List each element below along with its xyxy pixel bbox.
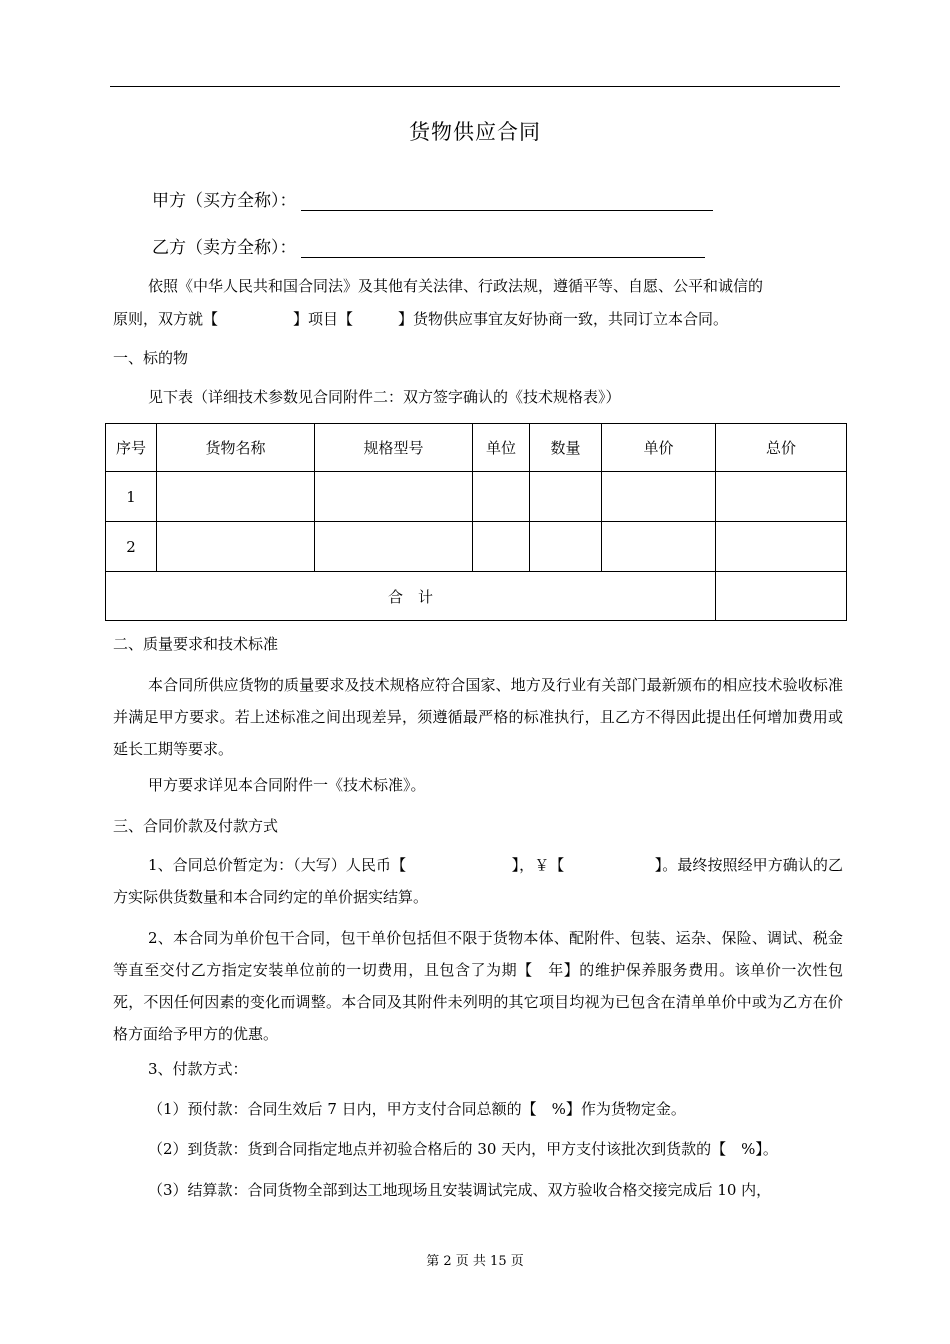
table-cell[interactable] (315, 472, 473, 522)
table-header-row (106, 424, 847, 472)
party-a-line (152, 186, 713, 211)
table-cell[interactable] (716, 472, 847, 522)
goods-table (105, 423, 847, 621)
party-b-label: 乙方（卖方全称）： (152, 238, 297, 258)
party-b-line (152, 233, 705, 258)
table-cell[interactable] (315, 522, 473, 572)
section-2-para-2: 甲方要求详见本合同附件一《技术标准》。 (148, 776, 426, 794)
section-1-heading: 一、标的物 (113, 349, 189, 367)
table-cell[interactable] (530, 522, 602, 572)
table-total-label: 合 计 (106, 572, 716, 621)
table-cell-index: 1 (106, 472, 157, 522)
party-b-blank[interactable] (301, 237, 705, 258)
table-cell[interactable] (716, 522, 847, 572)
section-1-note: 见下表（详细技术参数见合同附件二：双方签字确认的《技术规格表》） (148, 388, 621, 406)
table-cell[interactable] (602, 472, 716, 522)
section-3-item-2: 2、本合同为单价包干合同，包干单价包括但不限于货物本体、配附件、包装、运杂、保险、调试、税金等直至交付乙方指定安装单位前的一切费用，且包含了为期【 年】的维护保养服务费用。该单价一次性包死，不因任何因素的变化而调整。本合同及其附件未列明的其它项目均视为已包含在清单单价中或为乙方在价格方面给予甲方的优惠。 (113, 929, 843, 1043)
section-3-item-3: 3、付款方式： (148, 1060, 248, 1078)
payment-1: （1）预付款：合同生效后 7 日内，甲方支付合同总额的【 %】作为货物定金。 (148, 1100, 686, 1118)
table-header-cell: 序号 (106, 424, 157, 472)
payment-3: （3）结算款：合同货物全部到达工地现场且安装调试完成、双方验收合格交接完成后 10 内， (148, 1181, 772, 1199)
table-header-cell: 货物名称 (157, 424, 315, 472)
table-cell[interactable] (473, 472, 530, 522)
table-header-cell: 单价 (602, 424, 716, 472)
table-cell[interactable] (602, 522, 716, 572)
table-header-cell: 数量 (530, 424, 602, 472)
section-3-heading: 三、合同价款及付款方式 (113, 817, 279, 835)
party-a-blank[interactable] (301, 190, 713, 211)
contract-title: 货物供应合同 (409, 120, 541, 144)
section-2-heading: 二、质量要求和技术标准 (113, 635, 279, 653)
page-footer: 第 2 页 共 15 页 (426, 1254, 524, 1269)
payment-2: （2）到货款：货到合同指定地点并初验合格后的 30 天内，甲方支付该批次到货款的【 %】。 (148, 1140, 778, 1158)
header-rule (110, 86, 840, 87)
table-cell[interactable] (157, 522, 315, 572)
table-header-cell: 总价 (716, 424, 847, 472)
party-a-label: 甲方（买方全称）： (152, 191, 297, 211)
table-row (106, 522, 847, 572)
table-cell-index: 2 (106, 522, 157, 572)
section-2-para-1: 本合同所供应货物的质量要求及技术规格应符合国家、地方及行业有关部门最新颁布的相应技术验收标准并满足甲方要求。若上述标准之间出现差异，须遵循最严格的标准执行，且乙方不得因此提出任何增加费用或延长工期等要求。 (113, 676, 843, 758)
table-header-cell: 规格型号 (315, 424, 473, 472)
table-total-value[interactable] (716, 572, 847, 621)
section-3-item-1: 1、合同总价暂定为：（大写）人民币【 】，￥【 】。最终按照经甲方确认的乙方实际供货数量和本合同约定的单价据实结算。 (113, 856, 843, 906)
table-cell[interactable] (157, 472, 315, 522)
table-cell[interactable] (473, 522, 530, 572)
table-header-cell: 单位 (473, 424, 530, 472)
table-row (106, 472, 847, 522)
table-total-row (106, 572, 847, 621)
intro-line-2: 原则，双方就【 】项目【 】货物供应事宜友好协商一致，共同订立本合同。 (113, 310, 729, 328)
intro-line-1: 依照《中华人民共和国合同法》及其他有关法律、行政法规，遵循平等、自愿、公平和诚信的 (148, 277, 764, 295)
table-cell[interactable] (530, 472, 602, 522)
